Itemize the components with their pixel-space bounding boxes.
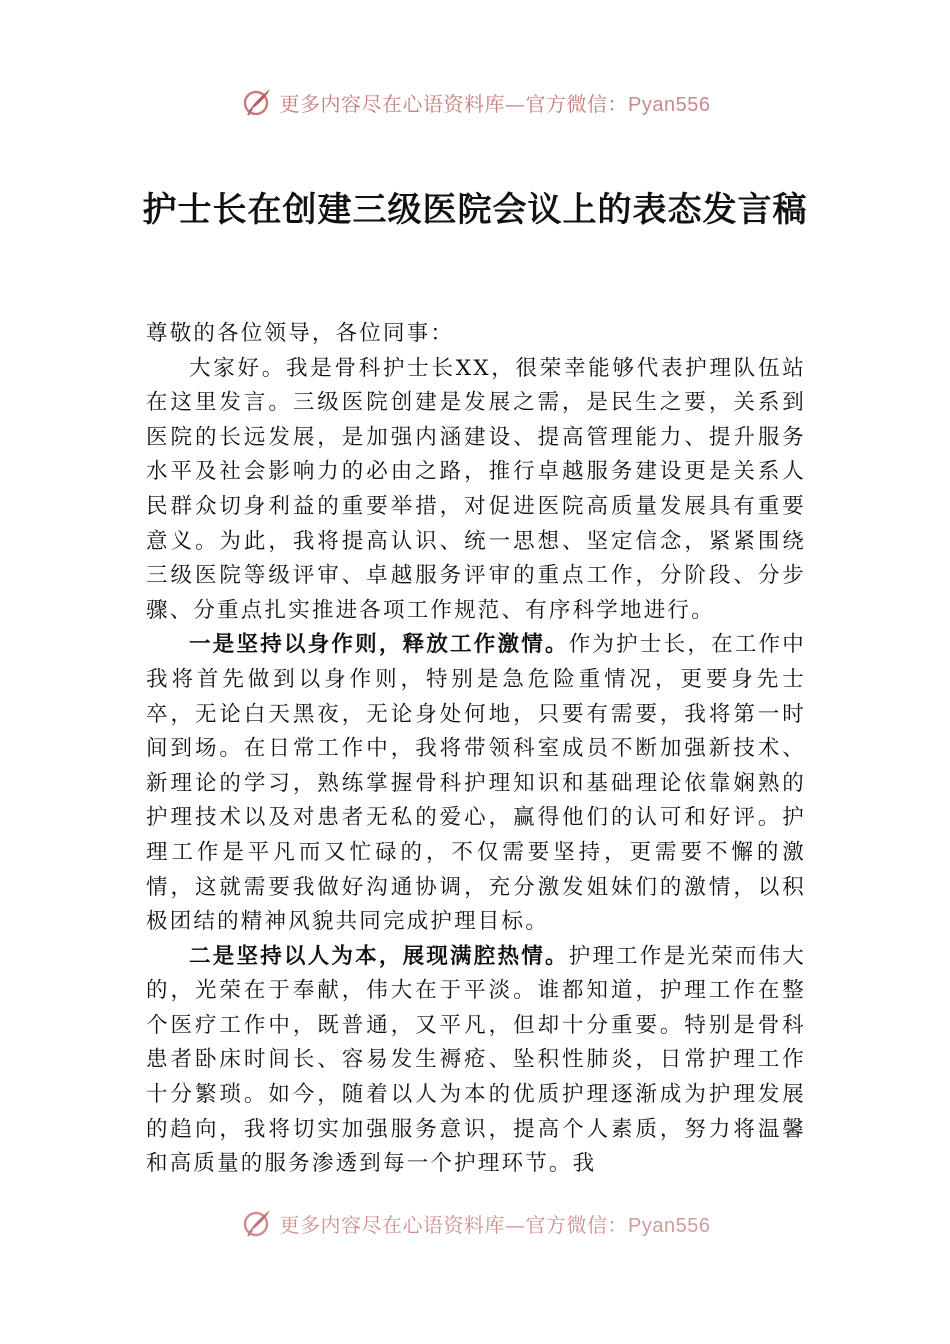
paragraph-section-1 [146, 628, 806, 939]
section-1-heading: 一是坚持以身作则，释放工作激情。 [189, 632, 569, 658]
watermark-text: 更多内容尽在心语资料库—官方微信：Pyan556 [279, 1212, 711, 1237]
header-watermark [0, 82, 950, 122]
document-title: 护士长在创建三级医院会议上的表态发言稿 [142, 190, 808, 230]
watermark-wechat-id: Pyan556 [628, 1214, 711, 1237]
quill-pen-logo-icon [240, 85, 274, 119]
watermark-text: 更多内容尽在心语资料库—官方微信：Pyan556 [279, 91, 711, 116]
section-2-heading: 二是坚持以人为本，展现满腔热情。 [189, 943, 569, 969]
salutation: 尊敬的各位领导，各位同事： [146, 321, 455, 346]
paragraph-intro: 大家好。我是骨科护士长XX，很荣幸能够代表护理队伍站在这里发言。三级医院创建是发展之需，是民生之要，关系到医院的长远发展，是加强内涵建设、提高管理能力、提升服务水平及社会影响力的必由之路，推行卓越服务建设更是关系人民群众切身利益的重要举措，对促进医院高质量发展具有重要意义。为此，我将提高认识、统一思想、坚定信念，紧紧围绕三级医院等级评审、卓越服务评审的重点工作，分阶段、分步骤、分重点扎实推进各项工作规范、有序科学地进行。 [146, 355, 806, 623]
paragraph-section-2 [146, 940, 806, 1182]
section-2-body: 护理工作是光荣而伟大的，光荣在于奉献，伟大在于平淡。谁都知道，护理工作在整个医疗工作中，既普通，又平凡，但却十分重要。特别是骨科患者卧床时间长、容易发生褥疮、坠积性肺炎，日常护理工作十分繁琐。如今，随着以人为本的优质护理逐渐成为护理发展的趋向，我将切实加强服务意识，提高个人素质，努力将温馨和高质量的服务渗透到每一个护理环节。我 [146, 943, 806, 1177]
watermark-wechat-id: Pyan556 [628, 93, 711, 116]
document-body [146, 317, 806, 1182]
section-1-body: 作为护士长，在工作中我将首先做到以身作则，特别是急危险重情况，更要身先士卒，无论白天黑夜，无论身处何地，只要有需要，我将第一时间到场。在日常工作中，我将带领科室成员不断加强新技术、新理论的学习，熟练掌握骨科护理知识和基础理论依靠娴熟的护理技术以及对患者无私的爱心，赢得他们的认可和好评。护理工作是平凡而又忙碌的，不仅需要坚持，更需要不懈的激情，这就需要我做好沟通协调，充分激发姐妹们的激情，以积极团结的精神风貌共同完成护理目标。 [146, 632, 806, 935]
footer-watermark [0, 1203, 950, 1243]
quill-pen-logo-icon [240, 1206, 274, 1240]
